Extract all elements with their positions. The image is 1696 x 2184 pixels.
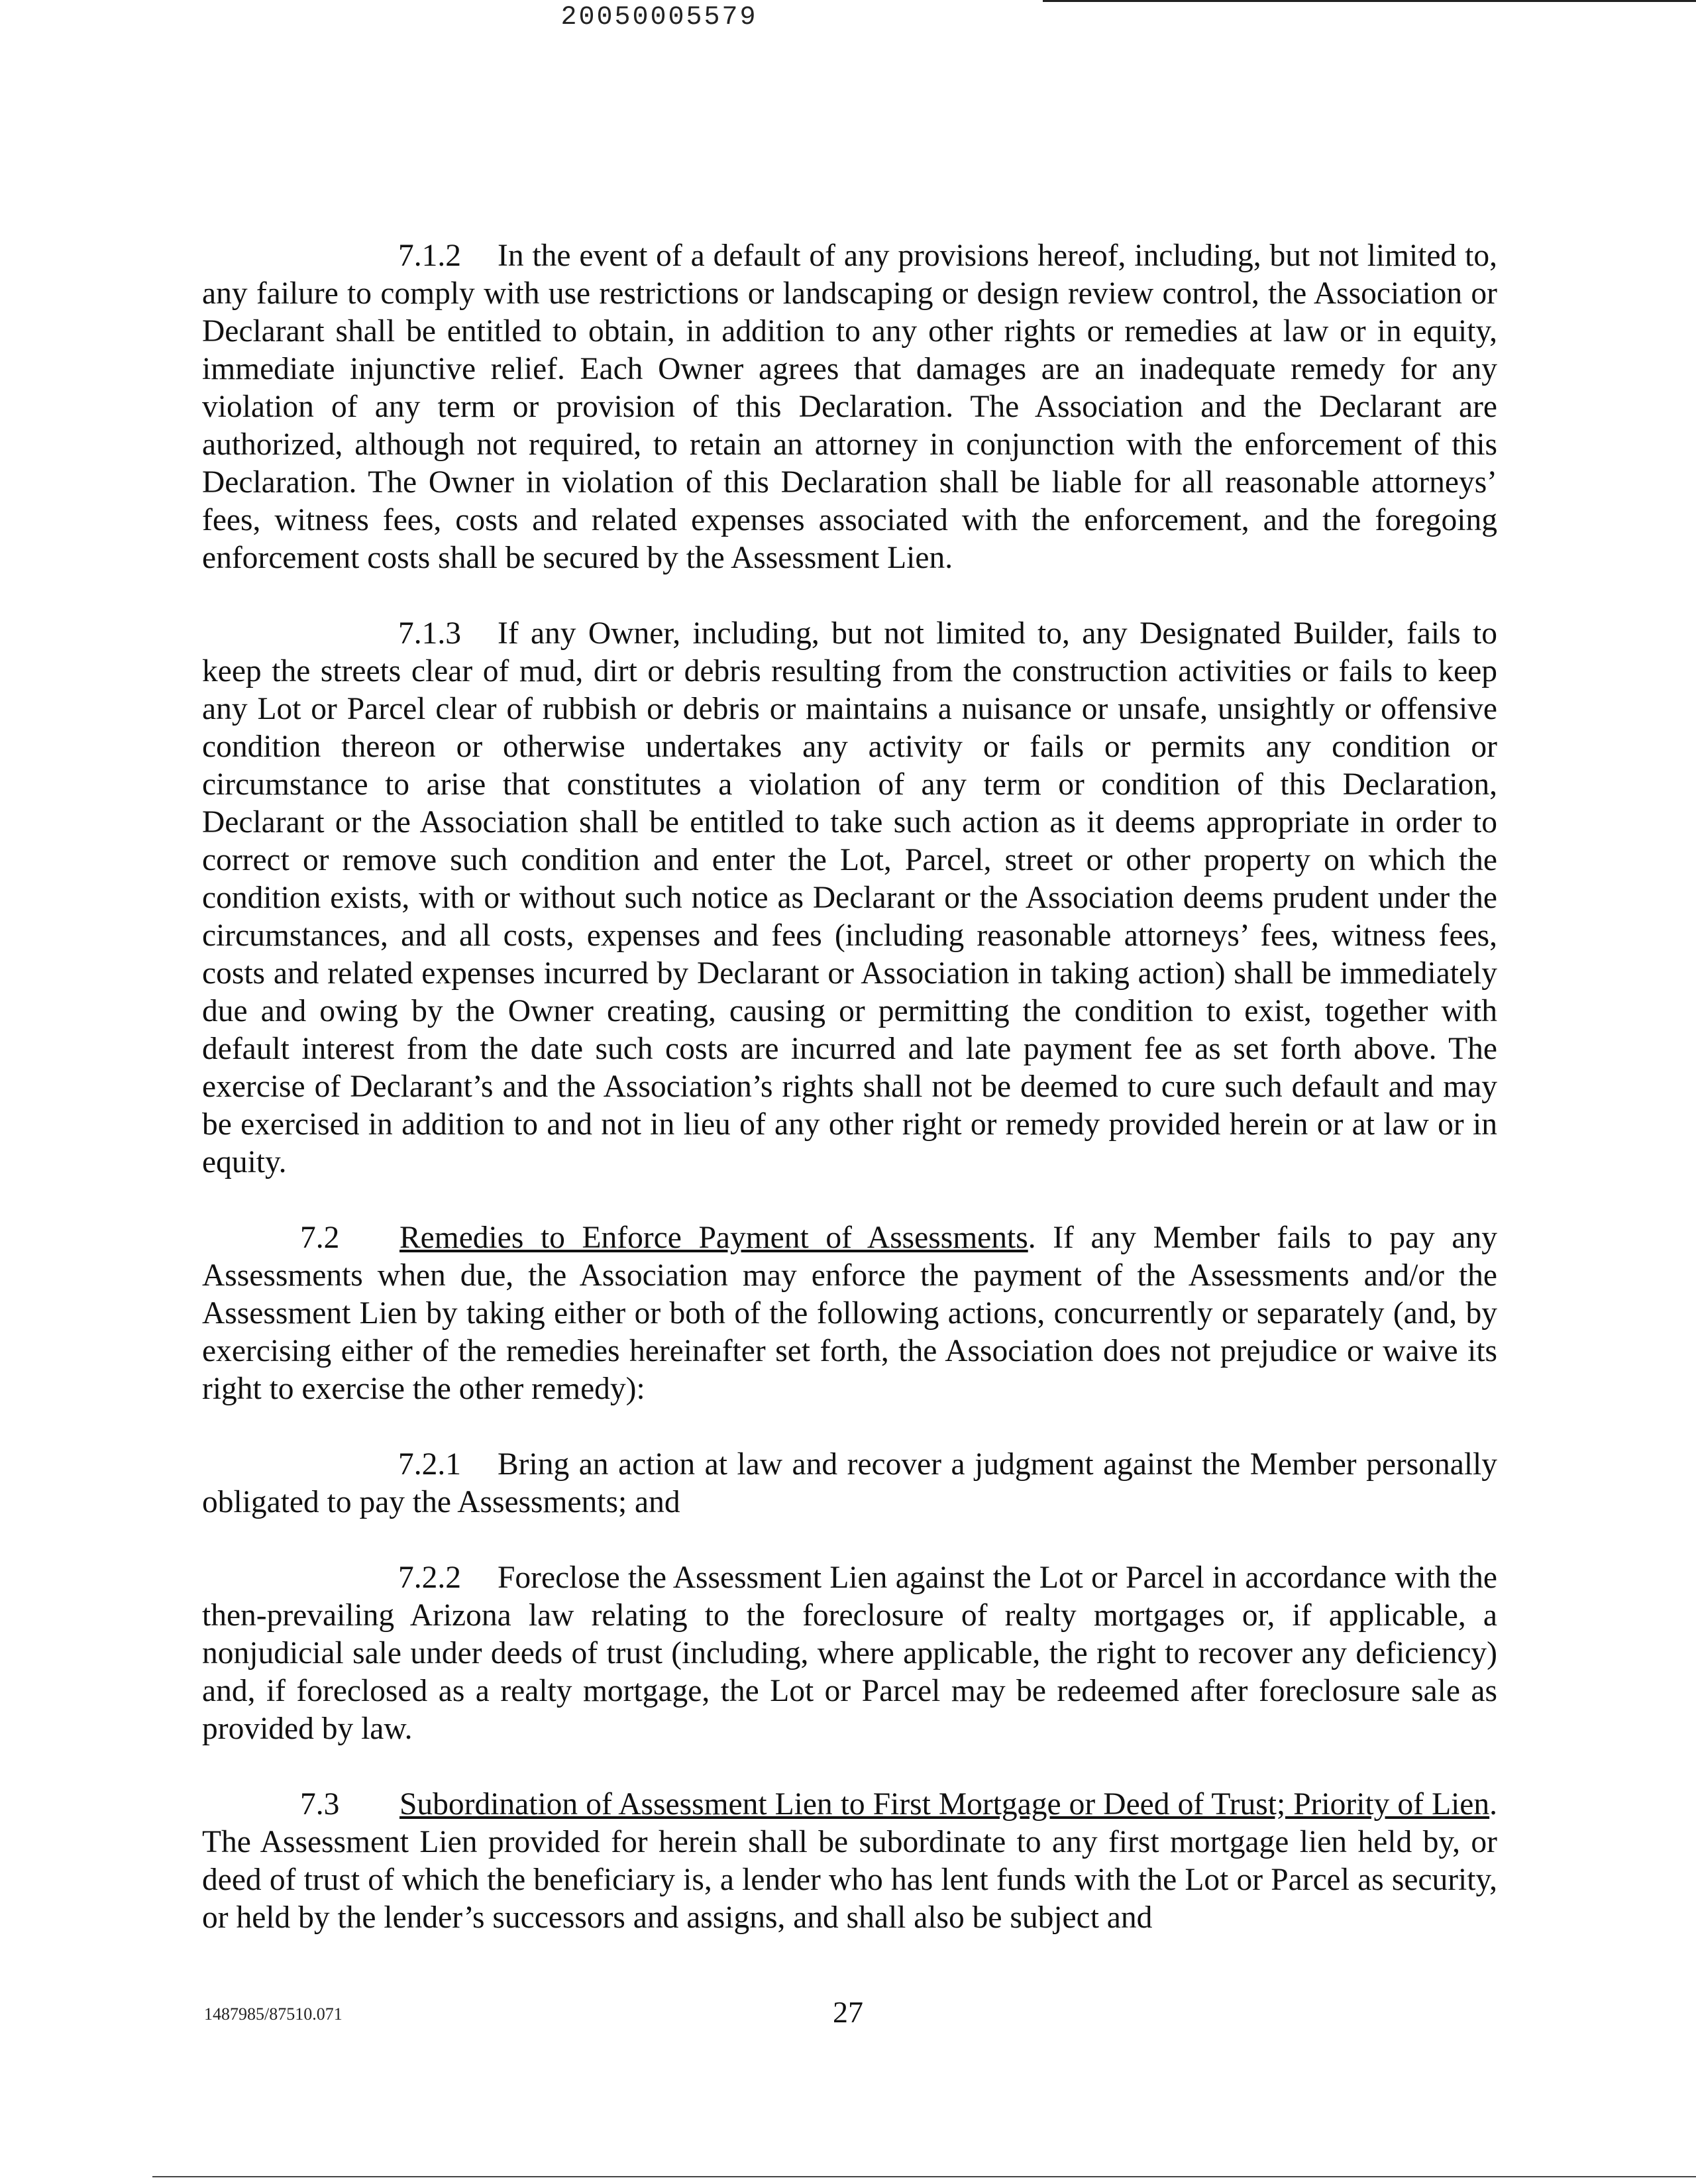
section-number: 7.2 — [300, 1221, 340, 1255]
section-number: 7.2.1 — [398, 1447, 461, 1482]
page-number: 27 — [833, 1995, 863, 2029]
section-text: . The Assessment Lien provided for herein shall be subordinate to any first mortgage lien held by, or deed of trust of which the beneficiary is, a lender who has lent funds with the Lot or Parcel as security, or held by the lender’s successors and assigns, and shall also be subject and — [202, 1787, 1497, 1935]
bottom-rule — [152, 2176, 1696, 2177]
section-heading: Subordination of Assessment Lien to First Mortgage or Deed of Trust; Priority of Lien — [399, 1787, 1490, 1822]
section-number: 7.1.2 — [398, 239, 461, 273]
section-number: 7.2.2 — [398, 1560, 461, 1595]
section-7-2-1 — [202, 1446, 1497, 1521]
document-body — [202, 237, 1497, 1975]
section-7-1-3 — [202, 615, 1497, 1181]
section-number: 7.1.3 — [398, 616, 461, 651]
section-7-1-2 — [202, 237, 1497, 577]
section-7-2-2 — [202, 1559, 1497, 1748]
section-text: In the event of a default of any provisions hereof, including, but not limited to, any failure to comply with use restrictions or landscaping or design review control, the Association or Declarant shall be entitled to obtain, in addition to any other rights or remedies at law or in equity, immediate injunctive relief. Each Owner agrees that damages are an inadequate remedy for any violation of any term or provision of this Declaration. The Association and the Declarant are authorized, although not required, to retain an attorney in conjunction with the enforcement of this Declaration. The Owner in violation of this Declaration shall be liable for all reasonable attorneys’ fees, witness fees, costs and related expenses associated with the enforcement, and the foregoing enforcement costs shall be secured by the Assessment Lien. — [202, 239, 1497, 575]
section-text: Foreclose the Assessment Lien against the Lot or Parcel in accordance with the then-prevailing Arizona law relating to the foreclosure of realty mortgages or, if applicable, a nonjudicial sale under deeds of trust (including, where applicable, the right to recover any deficiency) and, if foreclosed as a realty mortgage, the Lot or Parcel may be redeemed after foreclosure sale as provided by law. — [202, 1560, 1497, 1746]
section-7-3 — [202, 1786, 1497, 1937]
file-reference: 1487985/87510.071 — [204, 2004, 343, 2024]
section-text: If any Owner, including, but not limited to, any Designated Builder, fails to keep the streets clear of mud, dirt or debris resulting from the construction activities or fails to keep any Lot or Parcel clear of rubbish or debris or maintains a nuisance or unsafe, unsightly or offensive condition thereon or otherwise undertakes any activity or fails or permits any condition or circumstance to arise that constitutes a violation of any term or condition of this Declaration, Declarant or the Association shall be entitled to take such action as it deems appropriate in order to correct or remove such condition and enter the Lot, Parcel, street or other property on which the condition exists, with or without such notice as Declarant or the Association deems prudent under the circumstances, and all costs, expenses and fees (including reasonable attorneys’ fees, witness fees, costs and related expenses incurred by Declarant or Association in taking action) shall be immediately due and owing by the Owner creating, causing or permitting the condition to exist, together with default interest from the date such costs are incurred and late payment fee as set forth above. The exercise of Declarant’s and the Association’s rights shall not be deemed to cure such default and may be exercised in addition to and not in lieu of any other right or remedy provided herein or at law or in equity. — [202, 616, 1497, 1179]
section-text: Bring an action at law and recover a judgment against the Member personally obligated to pay the Assessments; and — [202, 1447, 1497, 1519]
top-rule — [1043, 0, 1696, 2]
section-7-2 — [202, 1219, 1497, 1408]
section-heading: Remedies to Enforce Payment of Assessments — [399, 1221, 1028, 1255]
recording-number: 20050005579 — [560, 3, 758, 32]
section-number: 7.3 — [300, 1787, 340, 1822]
section-text: . If any Member fails to pay any Assessments when due, the Association may enforce the payment of the Assessments and/or the Assessment Lien by taking either or both of the following actions, concurrently or separately (and, by exercising either of the remedies hereinafter set forth, the Association does not prejudice or waive its right to exercise the other remedy): — [202, 1221, 1497, 1406]
